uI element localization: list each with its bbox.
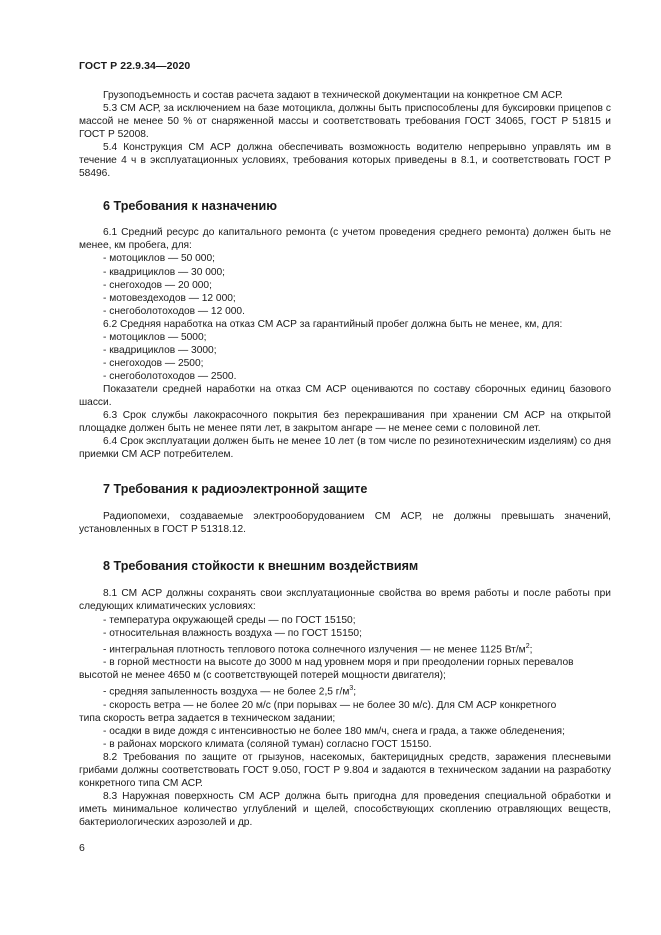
list-item: - в районах морского климата (соляной туман) согласно ГОСТ 15150. xyxy=(103,738,432,750)
paragraph: 6.2 Средняя наработка на отказ СМ АСР за гарантийный пробег должна быть не менее, км, для: xyxy=(103,318,563,330)
superscript: 2 xyxy=(525,642,530,650)
paragraph: 5.3 СМ АСР, за исключением на базе мотоцикла, должны быть приспособлены для буксировки прицепов с массой не менее 50 % от снаряженной массы и соответствовать требования ГОСТ 34065, ГОСТ Р 51815 и ГОСТ Р 52008. xyxy=(79,103,611,141)
paragraph: 8.1 СМ АСР должны сохранять свои эксплуатационные свойства во время работы и после работы при следующих климатических условиях: xyxy=(79,588,611,613)
section-heading: 7 Требования к радиоэлектронной защите xyxy=(103,482,368,497)
page-number: 6 xyxy=(79,842,85,854)
list-item: - снегоходов — 2500; xyxy=(103,357,204,369)
paragraph: Показатели средней наработки на отказ СМ АСР оцениваются по составу сборочных единиц базового шасси. xyxy=(79,383,611,408)
list-item xyxy=(79,640,611,656)
list-item: - скорость ветра — не более 20 м/с (при порывах — не более 30 м/с). Для СМ АСР конкретного xyxy=(103,699,557,711)
paragraph: 8.2 Требования по защите от грызунов, насекомых, бактерицидных средств, заражения плесневыми грибами должны соответствовать ГОСТ 9.050, ГОСТ Р 9.804 и задаются в техническом задании на разработку конкретного типа СМ АСР. xyxy=(79,751,611,789)
list-item-continuation: типа скорость ветра задается в техническом задании; xyxy=(79,712,336,724)
list-item xyxy=(79,682,611,698)
list-item: - квадрициклов — 3000; xyxy=(103,344,217,356)
list-item: - осадки в виде дождя с интенсивностью не более 180 мм/ч, снега и града, а также обледенения; xyxy=(103,725,565,737)
superscript: 3 xyxy=(349,685,354,693)
paragraph: Радиопомехи, создаваемые электрооборудованием СМ АСР, не должны превышать значений, установленных в ГОСТ Р 51318.12. xyxy=(79,511,611,536)
section-heading: 6 Требования к назначению xyxy=(103,199,278,214)
list-item: - мотоциклов — 5000; xyxy=(103,331,207,343)
list-item: - температура окружающей среды — по ГОСТ 15150; xyxy=(103,614,356,626)
paragraph: 6.3 Срок службы лакокрасочного покрытия без перекрашивания при хранении СМ АСР на открытой площадке должен быть не менее пяти лет, в закрытом ангаре — не менее семи с половиной лет. xyxy=(79,410,611,435)
paragraph: 8.3 Наружная поверхность СМ АСР должна быть пригодна для проведения специальной обработки и иметь минимальное количество углублений и щелей, способствующих скоплению отравляющих веществ, бактериологических аэрозолей и др. xyxy=(79,790,611,828)
punctuation: ; xyxy=(529,643,533,655)
list-item-continuation: высотой не менее 4650 м (с соответствующей потерей мощности двигателя); xyxy=(79,670,446,682)
list-item: - снегоходов — 20 000; xyxy=(103,279,212,291)
punctuation: ; xyxy=(353,686,357,698)
paragraph: 6.1 Средний ресурс до капитального ремонта (с учетом проведения среднего ремонта) должен быть не менее, км пробега, для: xyxy=(79,227,611,252)
section-heading: 8 Требования стойкости к внешним воздействиям xyxy=(103,559,419,574)
document-body xyxy=(79,89,611,829)
list-item: - мотовездеходов — 12 000; xyxy=(103,292,236,304)
paragraph: Грузоподъемность и состав расчета задают в технической документации на конкретное СМ АСР. xyxy=(103,90,563,101)
list-item: - снегоболотоходов — 2500. xyxy=(103,370,237,382)
list-item: - мотоциклов — 50 000; xyxy=(103,253,215,265)
paragraph: 5.4 Конструкция СМ АСР должна обеспечивать возможность водителю непрерывно управлять им в течение 4 ч в эксплуатационных условиях, требования которых приведены в 8.1, и соответствовать ГОСТ Р 58496. xyxy=(79,142,611,180)
list-item: - квадрициклов — 30 000; xyxy=(103,266,226,278)
list-item-text: - средняя запыленность воздуха — не более 2,5 г/м xyxy=(103,686,350,698)
list-item: - в горной местности на высоте до 3000 м над уровнем моря и при преодолении горных перевалов xyxy=(103,657,574,669)
page-header: ГОСТ Р 22.9.34—2020 xyxy=(79,60,191,72)
list-item-text: - интегральная плотность теплового потока солнечного излучения — не менее 1125 Вт/м xyxy=(103,643,526,655)
list-item: - снегоболотоходов — 12 000. xyxy=(103,305,245,317)
paragraph: 6.4 Срок эксплуатации должен быть не менее 10 лет (в том числе по резинотехническим изделиям) со дня приемки СМ АСР потребителем. xyxy=(79,436,611,461)
list-item: - относительная влажность воздуха — по ГОСТ 15150; xyxy=(103,627,362,639)
